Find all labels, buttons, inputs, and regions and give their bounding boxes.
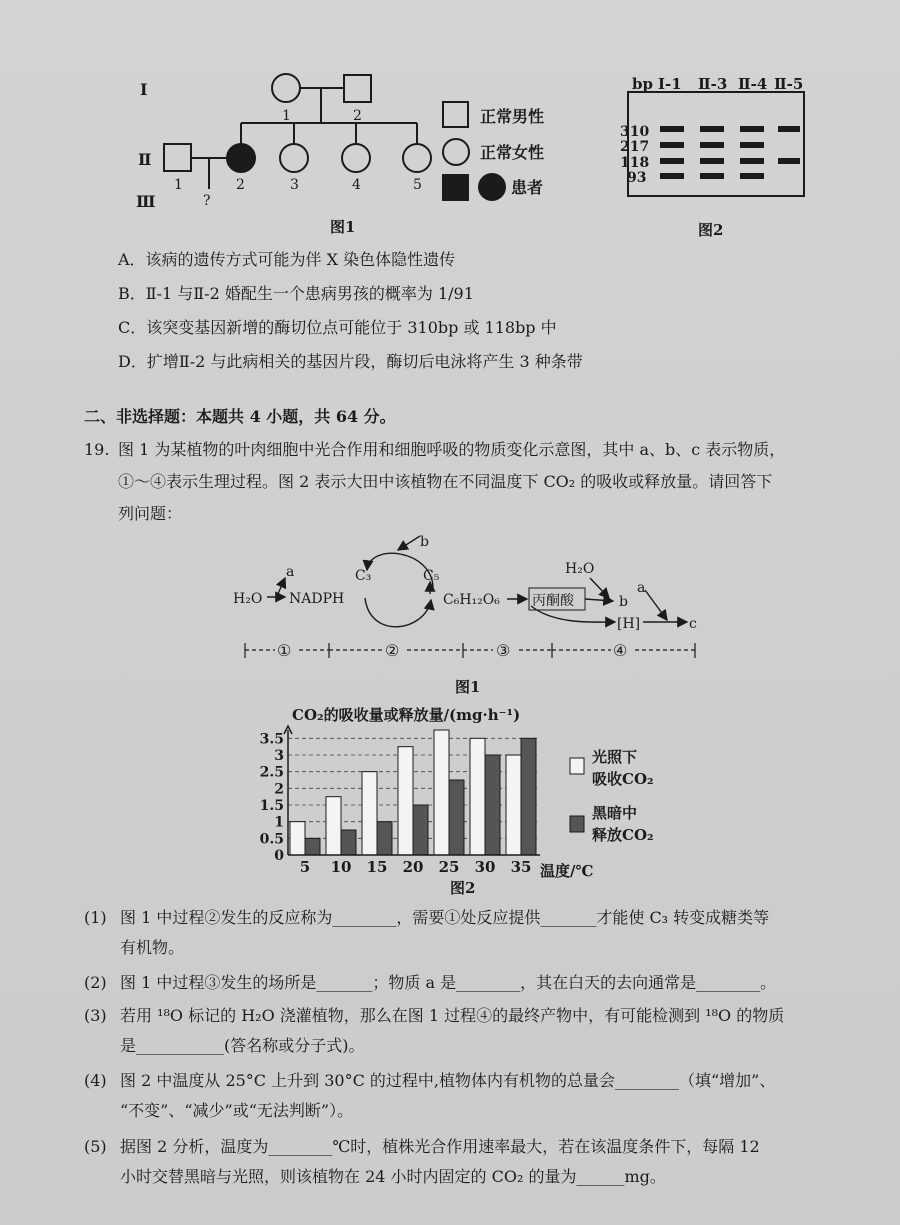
chart-xlabel: 温度/℃	[540, 862, 594, 880]
legend-swatch-light	[570, 758, 584, 774]
q1-line1: 图 1 中过程②发生的反应称为________，需要①处反应提供_______才能使 C₃ 转变成糖类等	[120, 908, 770, 927]
band	[660, 126, 684, 132]
bar-dark-release	[449, 780, 464, 855]
bar-light-absorb	[398, 747, 413, 855]
pw-c3: C₃	[355, 568, 372, 584]
lane-label-1: Ⅰ-1	[658, 75, 682, 93]
q1-line2: 有机物。	[120, 938, 185, 957]
legend-normal-male: 正常男性	[480, 107, 545, 126]
option-d: D．扩增Ⅱ-2 与此病相关的基因片段，酶切后电泳将产生 3 种条带	[118, 352, 583, 371]
bar-light-absorb	[326, 797, 341, 855]
y-tick-label: 1.5	[259, 798, 284, 814]
lane-label-4: Ⅱ-5	[774, 75, 804, 93]
gen2-affected-female	[227, 144, 255, 172]
size-93: 93	[627, 170, 647, 186]
x-tick-label: 15	[366, 858, 388, 876]
gen2-female-5	[403, 144, 431, 172]
q4-line2: “不变”、“减少”或“无法判断”）。	[120, 1101, 354, 1120]
q4-num: (4)	[84, 1071, 107, 1090]
chart-caption: 图2	[450, 879, 476, 897]
q5-line1: 据图 2 分析，温度为________℃时，植株光合作用速率最大，若在该温度条件下，每隔 12	[120, 1137, 760, 1156]
bar-dark-release	[413, 805, 428, 855]
y-tick-label: 3.5	[259, 731, 284, 748]
band	[660, 173, 684, 179]
stage-3: ③	[496, 641, 511, 660]
pw-nadph: NADPH	[289, 591, 345, 607]
stage-4: ④	[613, 641, 628, 660]
legend-dark-2: 释放CO₂	[592, 826, 654, 844]
gen1-female	[272, 74, 300, 102]
x-tick-label: 10	[330, 858, 352, 876]
id-III: ?	[203, 193, 211, 209]
band	[700, 142, 724, 148]
id-II-2: 2	[236, 177, 245, 193]
x-tick-label: 30	[474, 858, 496, 876]
band	[740, 142, 764, 148]
band	[700, 158, 724, 164]
gen1-male	[344, 75, 371, 102]
legend-swatch-dark	[570, 816, 584, 832]
stage-1: ①	[277, 641, 292, 660]
pedigree-figure	[130, 65, 570, 235]
q4-line1: 图 2 中温度从 25°C 上升到 30°C 的过程中,植物体内有机物的总量会________（填“增加”、	[120, 1071, 776, 1090]
gel-unit: bp	[632, 75, 653, 93]
pw-h2o: H₂O	[233, 591, 263, 607]
x-tick-label: 20	[402, 858, 424, 876]
gen-label-1: Ⅰ	[140, 80, 148, 99]
q1-num: (1)	[84, 908, 107, 927]
legend-light-2: 吸收CO₂	[592, 770, 654, 788]
y-tick-label: 2.5	[259, 764, 284, 781]
bar-light-absorb	[290, 822, 305, 855]
q19-stem-3: 列问题：	[118, 504, 183, 523]
pw-c5: C₅	[423, 568, 440, 584]
bar-light-absorb	[434, 730, 449, 855]
bar-dark-release	[377, 822, 392, 855]
chart-ylabel: CO₂的吸收量或释放量/(mg·h⁻¹)	[292, 706, 521, 724]
x-tick-label: 5	[299, 858, 311, 876]
pw-a-2: a	[637, 580, 646, 596]
gen-label-2: Ⅱ	[138, 150, 152, 169]
q2-num: (2)	[84, 973, 107, 992]
id-I-2: 2	[353, 108, 362, 124]
q5-line2: 小时交替黑暗与光照，则该植物在 24 小时内固定的 CO₂ 的量为______mg。	[120, 1167, 666, 1186]
pathway-figure	[225, 530, 705, 700]
pw-a: a	[286, 564, 295, 580]
y-tick-label: 3	[274, 748, 284, 764]
pw-h2o-2: H₂O	[565, 561, 595, 577]
pw-pyruvate: 丙酮酸	[532, 593, 574, 609]
y-tick-label: 2	[274, 781, 284, 798]
section-header: 二、非选择题：本题共 4 小题，共 64 分。	[84, 407, 396, 426]
q5-num: (5)	[84, 1137, 107, 1156]
option-a: A．该病的遗传方式可能为伴 X 染色体隐性遗传	[118, 250, 456, 269]
pw-h: [H]	[617, 616, 641, 632]
band	[740, 126, 764, 132]
pw-c: c	[689, 616, 697, 632]
size-118: 118	[620, 155, 650, 171]
y-tick-label: 0	[274, 848, 284, 864]
gen2-female-4	[342, 144, 370, 172]
band	[660, 142, 684, 148]
bar-dark-release	[305, 838, 320, 855]
bar-dark-release	[521, 738, 536, 855]
x-tick-label: 35	[510, 858, 532, 876]
q19-stem-2: ①～④表示生理过程。图 2 表示大田中该植物在不同温度下 CO₂ 的吸收或释放量。请回答下	[118, 472, 773, 491]
band	[740, 173, 764, 179]
option-b: B．Ⅱ-1 与Ⅱ-2 婚配生一个患病男孩的概率为 1/91	[118, 284, 474, 303]
id-I-1: 1	[282, 108, 291, 124]
gen2-male-1	[164, 144, 191, 171]
legend-dark-1: 黑暗中	[592, 804, 638, 822]
lane-label-2: Ⅱ-3	[698, 75, 728, 93]
pw-b: b	[420, 534, 429, 550]
gel-figure	[600, 70, 820, 240]
lane-label-3: Ⅱ-4	[738, 75, 768, 93]
legend-light-1: 光照下	[592, 748, 638, 766]
stage-2: ②	[385, 641, 400, 660]
q19-stem-1: 图 1 为某植物的叶肉细胞中光合作用和细胞呼吸的物质变化示意图，其中 a、b、c 表示物质，	[118, 440, 786, 459]
pw-glucose: C₆H₁₂O₆	[443, 592, 500, 608]
id-II-5: 5	[413, 177, 422, 193]
bar-light-absorb	[506, 755, 521, 855]
gen2-female-3	[280, 144, 308, 172]
option-c: C．该突变基因新增的酶切位点可能位于 310bp 或 118bp 中	[118, 318, 557, 337]
band	[700, 173, 724, 179]
figure1-caption: 图1	[330, 218, 356, 235]
id-II-3: 3	[290, 177, 299, 193]
legend-patient: 患者	[511, 178, 544, 197]
band	[740, 158, 764, 164]
pw-b-2: b	[619, 594, 628, 610]
y-tick-label: 1	[274, 814, 284, 831]
legend-normal-female: 正常女性	[480, 143, 545, 162]
band	[778, 126, 800, 132]
q19-number: 19.	[84, 440, 110, 459]
bar-dark-release	[485, 755, 500, 855]
bar-dark-release	[341, 830, 356, 855]
y-tick-label: 0.5	[259, 831, 284, 848]
id-II-1: 1	[174, 177, 183, 193]
q3-num: (3)	[84, 1006, 107, 1025]
size-217: 217	[620, 139, 650, 155]
q2-line1: 图 1 中过程③发生的场所是_______；物质 a 是________，其在白天的去向通常是________。	[120, 973, 777, 992]
band	[660, 158, 684, 164]
bar-light-absorb	[470, 738, 485, 855]
pathway-caption: 图1	[455, 678, 481, 696]
gen-label-3: Ⅲ	[136, 192, 156, 211]
id-II-4: 4	[352, 177, 361, 193]
x-tick-label: 25	[438, 858, 460, 876]
figure2-caption: 图2	[698, 221, 724, 239]
q3-line1: 若用 ¹⁸O 标记的 H₂O 浇灌植物，那么在图 1 过程④的最终产物中，有可能检测到 ¹⁸O 的物质	[120, 1006, 785, 1025]
q3-line2: 是___________(答名称或分子式)。	[120, 1036, 365, 1055]
band	[778, 158, 800, 164]
size-310: 310	[620, 124, 650, 140]
band	[700, 126, 724, 132]
co2-bar-chart	[250, 700, 690, 900]
bar-light-absorb	[362, 772, 377, 855]
